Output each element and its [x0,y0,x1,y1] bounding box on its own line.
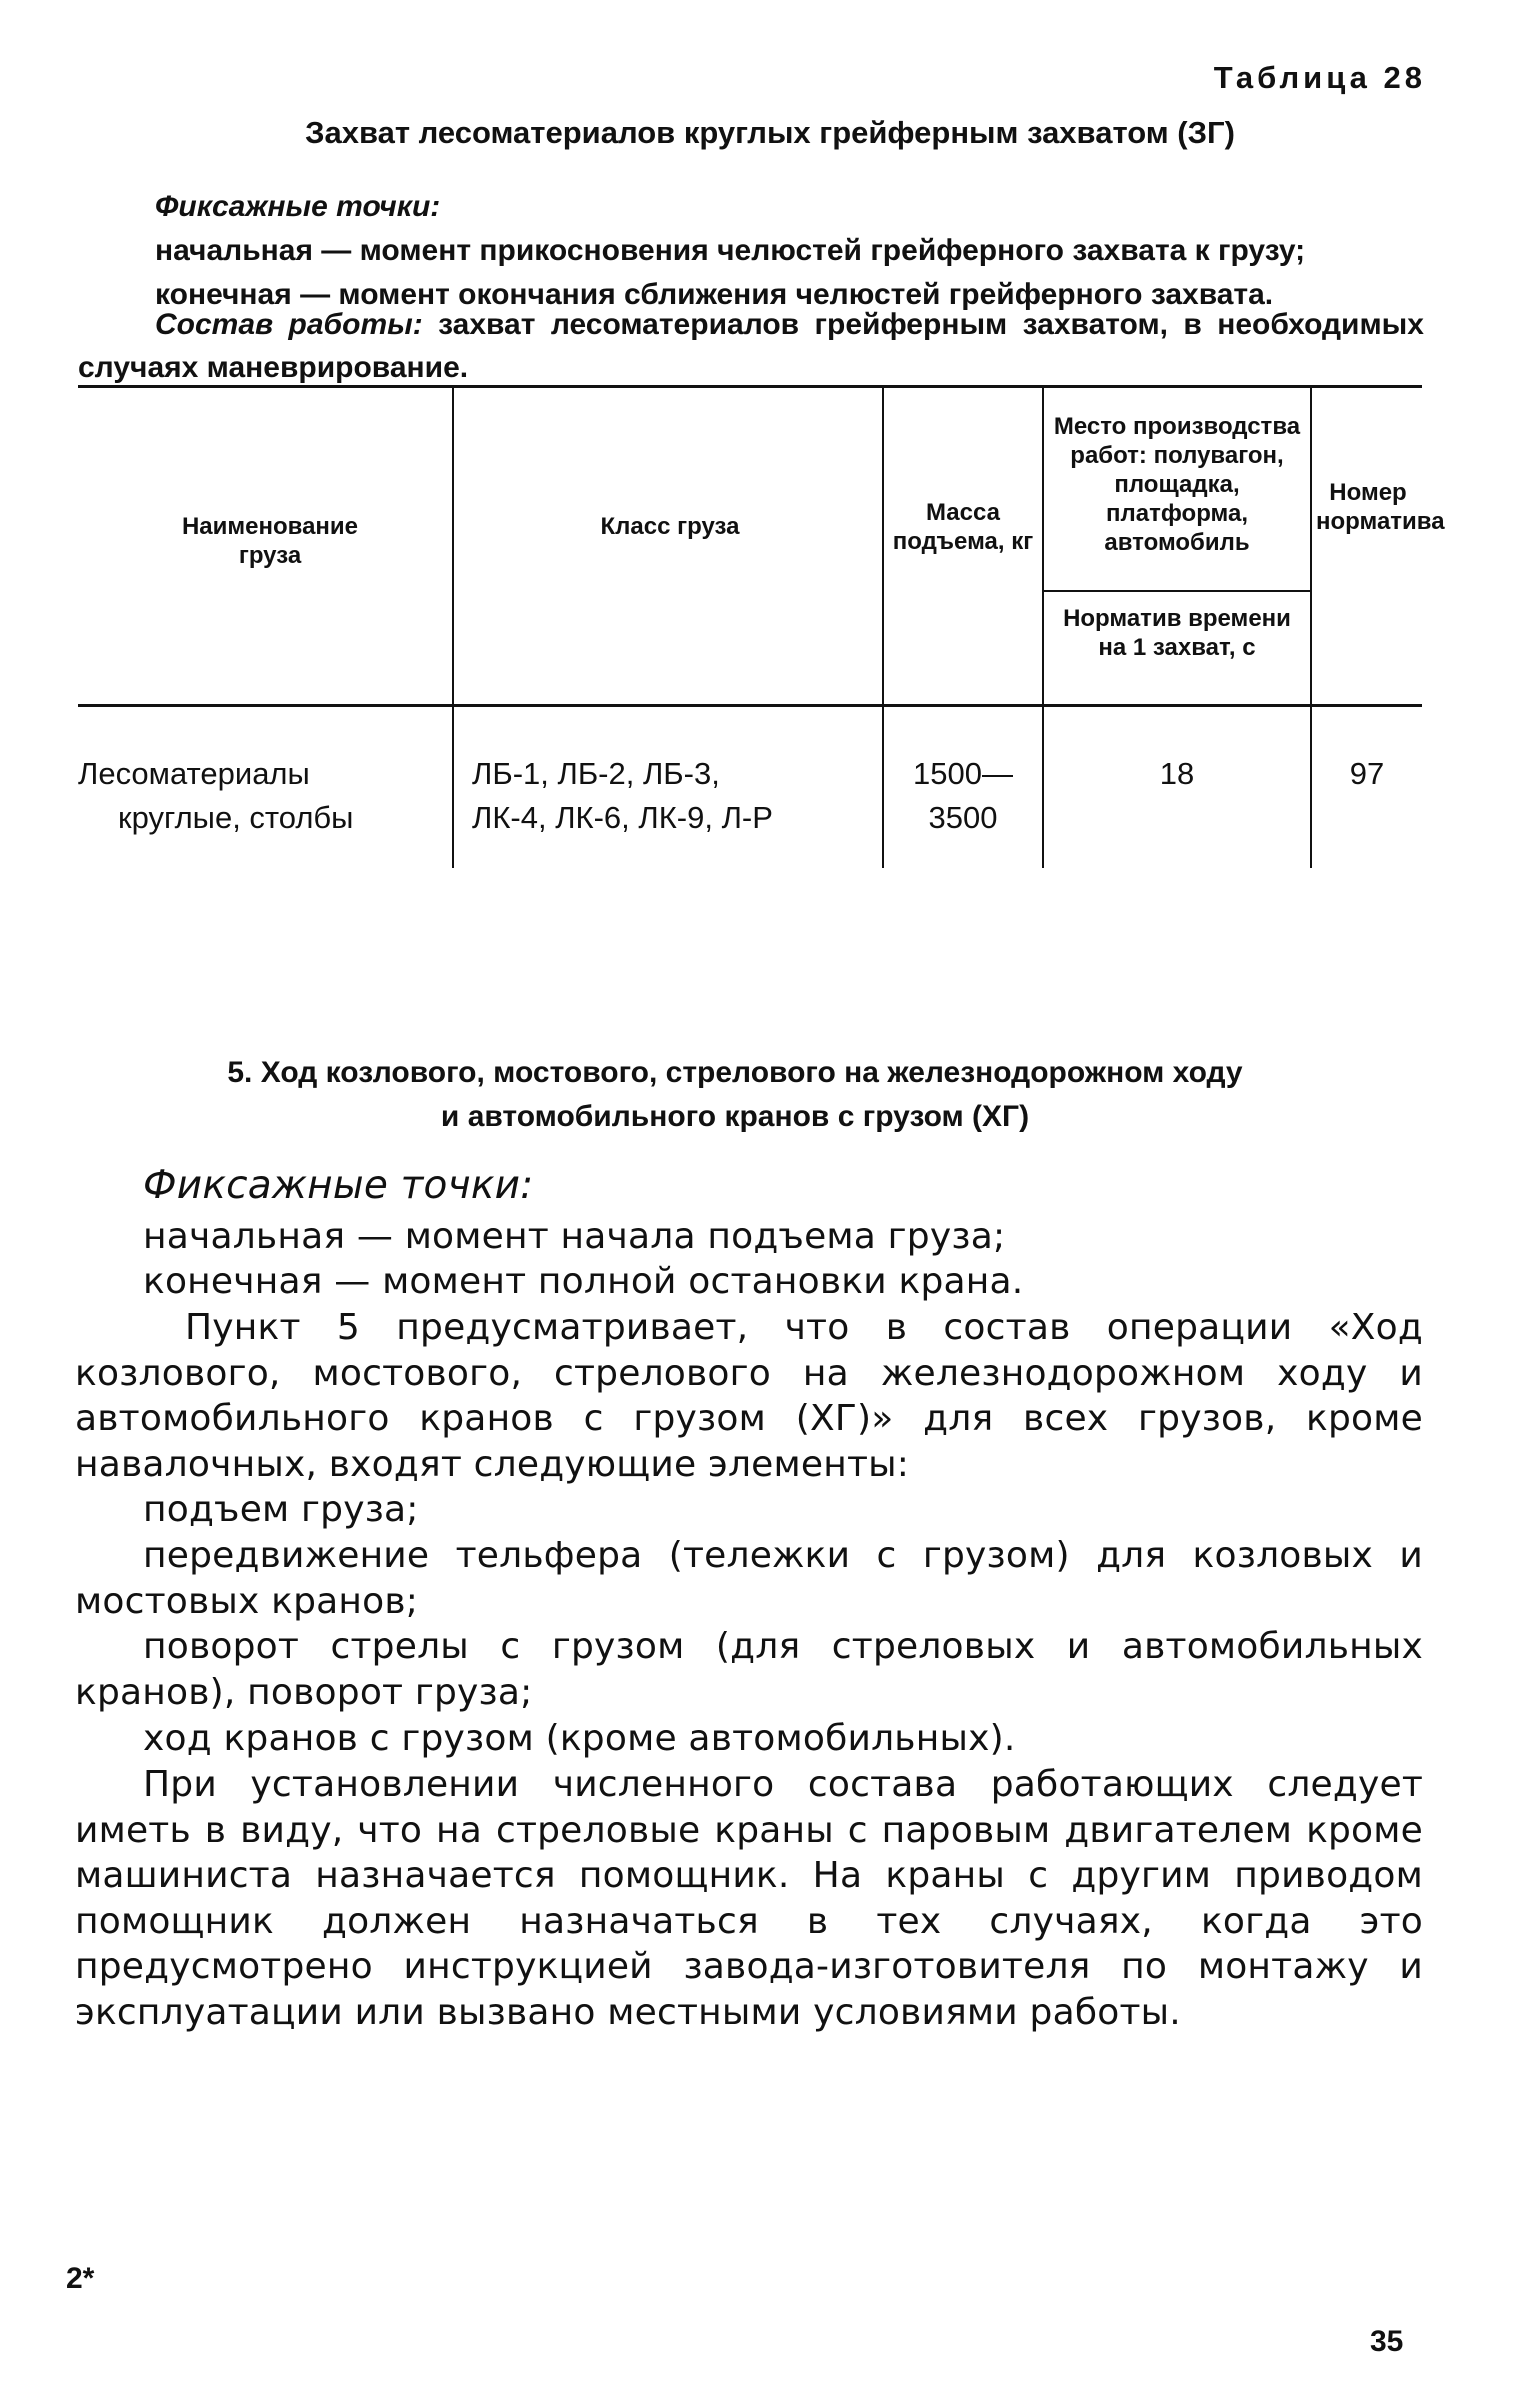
section-fix-start: начальная — момент начала подъема груза; [143,1216,1006,1257]
column-header-name: Наименование груза [181,513,359,569]
cell-name-line1: Лесоматериалы [78,756,310,791]
cell-number-value: 97 [1349,756,1385,791]
column-header-number: Номер норматива [1316,479,1445,535]
table-number-label: Таблица 28 [1213,60,1426,95]
signature-mark: 2* [66,2262,95,2295]
work-composition [78,303,1424,389]
section-title-line1: 5. Ход козлового, мостового, стрелового на железнодорожном ходу [227,1056,1243,1089]
section-fix-end: конечная — момент полной остановки крана. [143,1261,1024,1302]
section-item-4: ход кранов с грузом (кроме автомобильных). [143,1718,1016,1759]
column-header-class: Класс груза [600,513,740,540]
section-title-line2: и автомобильного кранов с грузом (ХГ) [440,1100,1030,1133]
cell-name-line2: круглые, столбы [118,800,354,835]
cell-norm-value: 18 [1159,756,1195,791]
section-paragraph-2 [75,1762,1423,2035]
column-header-mass: Масса подъема, кг [892,499,1034,555]
section-title [160,1051,1310,1139]
cell-class-line2: ЛК-4, ЛК-6, ЛК-9, Л-Р [472,800,773,835]
section-item-2 [75,1533,1423,1624]
section-item-1: подъем груза; [143,1489,419,1530]
section-item-3 [75,1624,1423,1715]
fix-point-start: начальная — момент прикосновения челюстей грейферного захвата к грузу; [155,234,1306,267]
section-fix-points-heading: Фиксажные точки: [143,1163,534,1208]
section-item-2-text: передвижение тельфера (тележки с грузом) для козловых и мостовых кранов; [75,1535,1423,1622]
cell-class-line1: ЛБ-1, ЛБ-2, ЛБ-3, [472,756,720,791]
cell-mass-line2: 3500 [928,800,998,835]
section-paragraph-1-text: Пункт 5 предусматривает, что в состав операции «Ход козлового, мостового, стрелового на железнодорожном ходу и автомобильного кранов с грузом (ХГ)» для всех грузов, кроме навалочных, входят следующие элементы: [75,1307,1423,1485]
fix-points-heading: Фиксажные точки: [155,190,441,223]
column-header-place: Место производства работ: полувагон, площадка, платформа, автомобиль [1053,413,1301,556]
fix-point-end: конечная — момент окончания сближения челюстей грейферного захвата. [155,278,1274,311]
column-header-norm: Норматив времени на 1 захват, с [1063,605,1291,661]
page-number: 35 [1370,2325,1404,2358]
section-item-3-text: поворот стрелы с грузом (для стреловых и автомобильных кранов), поворот груза; [75,1626,1423,1713]
work-composition-label: Состав работы: [155,308,423,341]
cell-mass-line1: 1500— [913,756,1013,791]
section-paragraph-1 [75,1305,1423,1487]
section-paragraph-2-text: При установлении численного состава работающих следует иметь в виду, что на стреловые краны с паровым двигателем кроме машиниста назначается помощник. На краны с другим приводом помощник должен назначаться в тех случаях, когда это предусмотрено инструкцией завода-изготовителя по монтажу и эксплуатации или вызвано местными условиями работы. [75,1764,1423,2033]
work-composition-text: захват лесоматериалов грейферным захватом, в необходимых случаях маневрирование. [78,308,1424,384]
table-title: Захват лесоматериалов круглых грейферным захватом (ЗГ) [305,115,1235,150]
